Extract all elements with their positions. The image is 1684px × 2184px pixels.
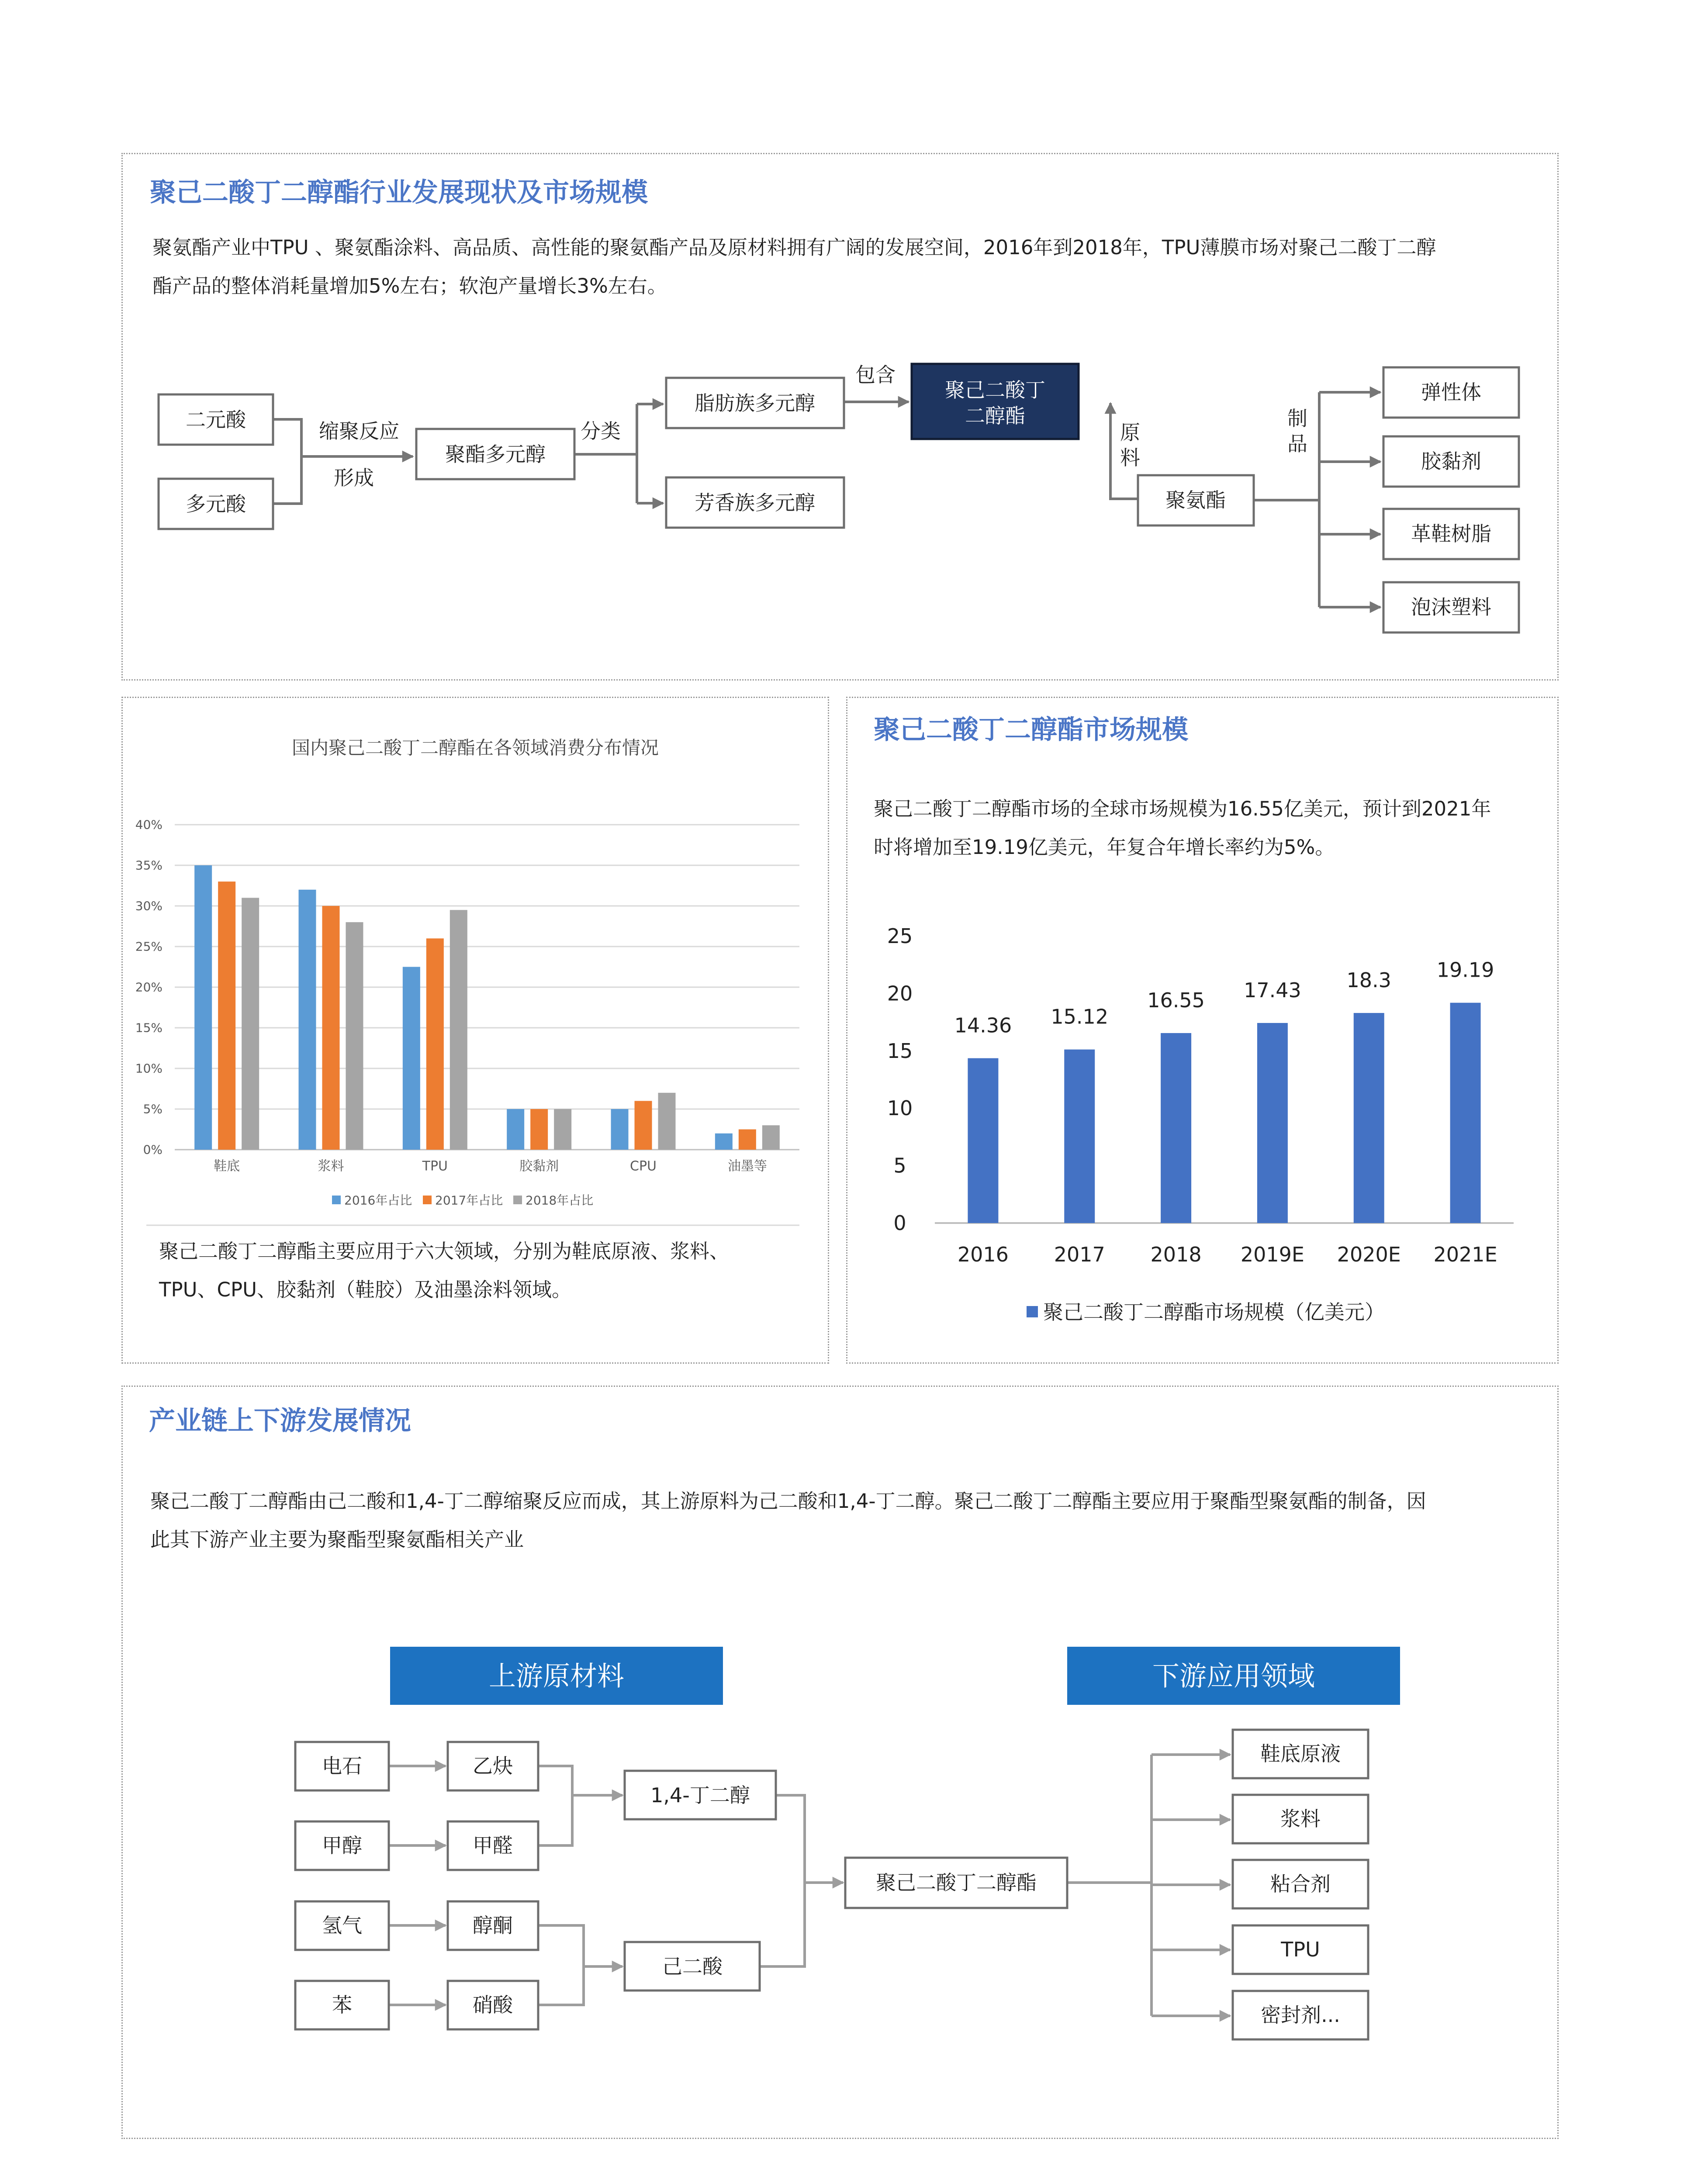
paragraph-line: 时将增加至19.19亿美元，年复合年增长率约为5%。 [874,836,1335,859]
label-raw-2: 料 [1120,446,1140,470]
data-label: 18.3 [1346,968,1391,992]
paragraph-line: 聚氨酯产业中TPU 、聚氨酯涂料、高品质、高性能的聚氨酯产品及原材料拥有广阔的发展空间，2016年到2018年，TPU薄膜市场对聚己二酸丁二醇 [152,236,1436,259]
y-tick-label: 5 [893,1154,906,1178]
node-adipic-acid: 二元酸 [186,408,246,432]
data-label: 15.12 [1051,1005,1109,1029]
data-label: 17.43 [1244,978,1301,1002]
node-calcium-carbide: 电石 [322,1754,362,1778]
node-tpu: TPU [1281,1938,1320,1961]
upstream-header: 上游原材料 [488,1660,625,1692]
legend-label: 聚己二酸丁二醇酯市场规模（亿美元） [1043,1300,1385,1324]
node-pbai-line1: 聚己二酸丁 [945,378,1045,402]
y-tick-label: 20% [135,980,163,995]
label-raw-1: 原 [1120,421,1140,444]
label-product-2: 品 [1287,432,1307,456]
x-tick-label: 2017 [1054,1243,1105,1266]
x-tick-label: 2018 [1150,1243,1202,1266]
data-label: 14.36 [954,1013,1012,1037]
y-tick-label: 20 [887,981,913,1006]
legend-label: 2016年占比 [344,1193,412,1208]
y-tick-label: 15% [135,1020,163,1035]
label-condensation: 缩聚反应 [319,419,399,443]
label-formation: 形成 [334,466,374,490]
y-tick-label: 30% [135,898,163,913]
x-tick-label: 浆料 [318,1158,344,1174]
node-methanol: 甲醇 [322,1834,362,1857]
label-contains: 包含 [855,363,896,387]
node-pbai-line2: 二醇酯 [965,404,1025,428]
y-tick-label: 5% [143,1102,163,1116]
paragraph-line: TPU、CPU、胶黏剂（鞋胶）及油墨涂料领域。 [159,1278,572,1301]
y-tick-label: 40% [135,817,163,832]
section-title: 聚己二酸丁二醇酯行业发展现状及市场规模 [150,177,648,208]
x-tick-label: 2019E [1240,1243,1304,1266]
paragraph-line: 聚己二酸丁二醇酯市场的全球市场规模为16.55亿美元，预计到2021年 [874,797,1491,820]
legend-label: 2018年占比 [526,1193,594,1208]
node-polyurethane: 聚氨酯 [1165,488,1226,512]
node-binder: 粘合剂 [1270,1872,1331,1896]
node-sole-liquid: 鞋底原液 [1260,1742,1341,1766]
paragraph-line: 聚己二酸丁二醇酯主要应用于六大领域，分别为鞋底原液、浆料、 [159,1240,730,1263]
node-formaldehyde: 甲醛 [473,1834,513,1857]
x-tick-label: 2020E [1337,1243,1401,1266]
y-tick-label: 10% [135,1061,163,1076]
y-tick-label: 25% [135,939,163,954]
x-tick-label: 2021E [1433,1243,1497,1266]
node-butanediol: 1,4-丁二醇 [650,1783,750,1807]
node-polyester-polyol: 聚酯多元醇 [445,442,546,466]
node-slurry: 浆料 [1280,1807,1321,1831]
data-label: 19.19 [1436,958,1494,982]
label-product-1: 制 [1287,407,1307,430]
node-pbai: 聚己二酸丁二醇酯 [876,1871,1037,1894]
y-tick-label: 25 [887,924,913,948]
x-tick-label: 2016 [957,1243,1009,1266]
paragraph-line: 聚己二酸丁二醇酯由己二酸和1,4-丁二醇缩聚反应而成，其上游原料为己二酸和1,4-丁二醇。聚己二酸丁二醇酯主要应用于聚酯型聚氨酯的制备，因 [150,1489,1426,1513]
section-title: 产业链上下游发展情况 [149,1406,411,1436]
legend-label: 2017年占比 [435,1193,503,1208]
chart-title: 国内聚己二酸丁二醇酯在各领域消费分布情况 [291,737,659,759]
node-acetylene: 乙炔 [473,1754,513,1778]
node-aromatic-polyol: 芳香族多元醇 [695,491,815,515]
paragraph-line: 此其下游产业主要为聚酯型聚氨酯相关产业 [150,1528,524,1551]
paragraph-line: 酯产品的整体消耗量增加5%左右；软泡产量增长3%左右。 [152,274,667,297]
y-tick-label: 35% [135,858,163,873]
x-tick-label: TPU [422,1158,448,1174]
node-benzene: 苯 [332,1993,352,2017]
node-polyol-acid: 多元酸 [186,492,246,516]
section-title: 聚己二酸丁二醇酯市场规模 [874,715,1188,745]
node-alcohol-ketone: 醇酮 [473,1914,513,1937]
node-adhesive: 胶黏剂 [1421,449,1481,473]
y-tick-label: 15 [887,1039,913,1063]
x-tick-label: 油墨等 [727,1158,767,1174]
label-classify: 分类 [581,419,621,443]
node-elastomer: 弹性体 [1421,380,1481,404]
node-hydrogen: 氢气 [322,1914,362,1937]
node-foam-plastic: 泡沫塑料 [1411,595,1491,619]
x-tick-label: 鞋底 [214,1158,240,1174]
node-leather-resin: 革鞋树脂 [1411,522,1491,546]
data-label: 16.55 [1147,988,1205,1013]
y-tick-label: 0% [143,1142,163,1157]
downstream-header: 下游应用领域 [1152,1660,1315,1692]
y-tick-label: 0 [893,1211,906,1235]
node-aliphatic-polyol: 脂肪族多元醇 [695,391,815,415]
node-adipic-acid: 己二酸 [662,1955,723,1978]
y-tick-label: 10 [887,1096,913,1120]
x-tick-label: 胶黏剂 [519,1158,559,1174]
node-nitric-acid: 硝酸 [473,1993,513,2017]
x-tick-label: CPU [630,1158,657,1174]
node-sealant: 密封剂... [1261,2003,1340,2027]
